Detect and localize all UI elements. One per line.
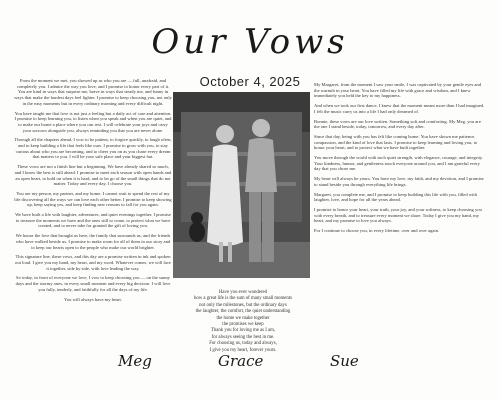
wedding-couple-photo	[173, 92, 310, 278]
signature-right: Sue	[330, 352, 359, 370]
vow-paragraph: From the moment we met, you showed up as who you are — full, unafraid, and completely you. I admire the way you love, and I promise to honor every part of it. You are kind in ways that surprise me, brave in ways that steady me, and funny in ways that make the hardest days feel lighter. I promise to keep choosing you, not only in the easy moments but in every ordinary morning and every difficult night.	[14, 78, 172, 106]
vow-paragraph: We honor the love that brought us here, the family that surrounds us, and the friends who have walked beside us. I promise to make room for all of them in our story and to keep our hearts open to the people who make our world brighter.	[15, 233, 171, 250]
center-poem	[170, 290, 316, 354]
poem-line: not only the milestones, but the ordinary days	[199, 302, 287, 308]
vow-paragraph: We have built a life with laughter, adventures, and quiet evenings together. I promise to treasure the moments we have and the ones still to come, to protect what we have created, and to never take for granted the gift of loving you.	[15, 212, 171, 229]
poem-line: how a great life is the sum of many small moments	[193, 296, 293, 302]
vow-paragraph: This signature line, these vows, and this day are a promise written in ink and spoken out loud. I give you my hand, my heart, and my word. Whatever comes, we will face it together, side by side, with love leading the way.	[15, 254, 171, 271]
poem-line: the promises we keep	[222, 322, 264, 328]
vow-paragraph: Bonnie, these vows are our love written. Something soft and comforting. My Meg, you are the one I stand beside, today, tomorrow, and every day after.	[314, 118, 481, 130]
couple-photo-illustration	[173, 92, 310, 278]
vow-paragraph: My heart will always be yours. You have my love, my faith, and my devotion, and I promise to stand beside you through everything life brings.	[314, 176, 484, 187]
poem-line: I give you my heart, forever yours.	[209, 347, 277, 353]
vow-paragraph: You are my person, my partner, and my home. I cannot wait to spend the rest of my life discovering all the ways we can love each other better. I promise to keep showing up, keep saying yes, and keep finding new reasons to fall for you again.	[14, 190, 172, 208]
poem-line: Thank you for loving me as I am,	[210, 328, 276, 334]
signature-center: Grace	[218, 352, 264, 370]
vow-paragraph: For I continue to choose you, in every lifetime, over and over again.	[314, 228, 440, 234]
vow-paragraph: Margaret, you complete me, and I promise to keep building this life with you, filled with laughter, love, and hope for all the years ahead.	[314, 191, 477, 203]
vow-paragraph: You move through the world with such quiet strength, with elegance, courage, and integrity. Your kindness, humor, and gentleness touch everyone around you, and I am grateful every day that you chose me.	[314, 155, 484, 172]
poem-line: Have you ever wondered	[218, 290, 268, 295]
page-title: Our Vows	[151, 22, 349, 62]
vow-paragraph: And when we took our first dance, I knew that the moment meant more than I had imagined. I felt the music carry us into a life I had only dreamed of.	[314, 103, 485, 114]
wedding-date: October 4, 2025	[199, 74, 301, 89]
left-vows-column	[14, 78, 172, 340]
vow-paragraph: You will always have my heart.	[64, 296, 122, 302]
vow-paragraph: These vows are not a finish line but a beginning. We have already shared so much, and I know the best is still ahead. I promise to meet each season with open hands and an open heart, to hold on when it is hard, and to let go of the small things that do not matter. Today and every day, I choose you.	[14, 164, 172, 187]
vow-paragraph: Since that day, being with you has felt like coming home. You have shown me patience, compassion, and the kind of love that lasts. I promise to keep learning and loving you, to honor your heart, and to protect what we have built together.	[314, 133, 478, 151]
signature-left: Meg	[118, 352, 152, 370]
vow-paragraph: Through all the chapters ahead, I vow to be patient, to forgive quickly, to laugh often, and to keep building a life that feels like ours. I promise to grow with you, to stay curious about who you are becoming, and to cheer you on as you chase every dream that matters to you. I will be your safe place and your biggest fan.	[14, 137, 172, 160]
vow-paragraph: So today, in front of everyone we love, I vow to keep choosing you — on the sunny days and the stormy ones, in every small moment and every big decision. I will love you fully, tenderly, and faithfully for all the days of my life.	[15, 275, 171, 292]
poem-line: the home we make together	[216, 315, 270, 321]
vow-paragraph: I promise to honor your heart, your truth, your joy, and your softness, to keep choosing you with every breath, and to treasure every moment we share. Today I give you my hand, my heart, and my promise to love you always.	[314, 206, 482, 224]
poem-line: For choosing us, today and always,	[209, 341, 277, 347]
right-vows-column	[314, 82, 486, 344]
vow-paragraph: My Margaret, from the moment I saw your smile, I was captivated by your gentle eyes and the warmth in your heart. You have filled my life with grace and wisdom, and I knew immediately you held the key to my happiness.	[314, 82, 482, 99]
poem-line: for always seeing the best in me.	[211, 334, 275, 340]
poem-line: the laughter, the comfort, the quiet understanding	[195, 309, 291, 315]
vow-paragraph: You have taught me that love is not just a feeling but a daily act of care and attention. I promise to keep learning you, to listen when you speak and when you are quiet, and to make our home a place where you can rest. I will celebrate your joys and carry your sorrows alongside you, always reminding you that you are never alone.	[14, 110, 172, 133]
